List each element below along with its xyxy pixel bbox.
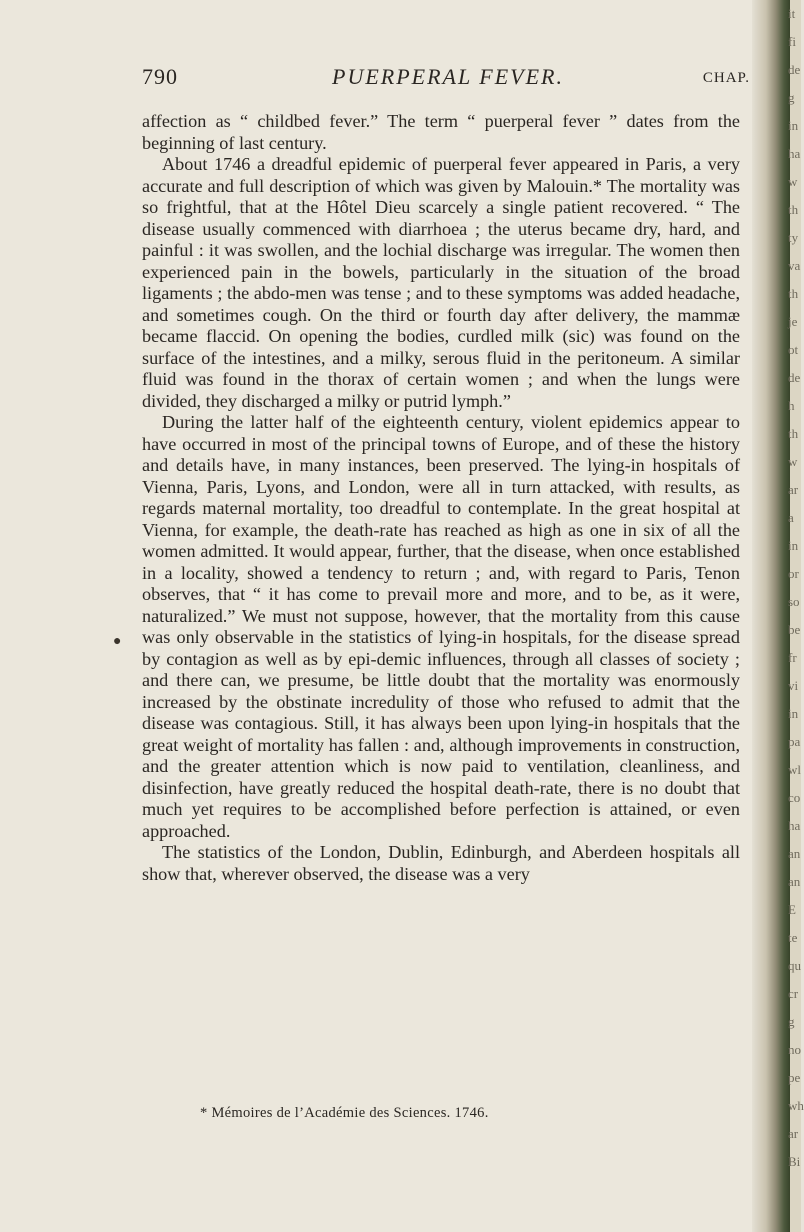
footnote: * Mémoires de l’Académie des Sciences. 1746. — [200, 1105, 489, 1121]
next-page-fragment: co — [788, 790, 801, 805]
next-page-fragment: E — [788, 902, 796, 917]
paragraph: During the latter half of the eighteenth century, violent epidemics appear to have occurred in most of the principal towns of Europe, and of these the history and details have, in many instances, been preserved. The lying-in hospitals of Vienna, Paris, Lyons, and London, were all in turn attacked, with results, as regards maternal mortality, too dreadful to contemplate. In the great hospital at Vienna, for example, the death-rate has reached as high as one in six of all the women admitted. It would appear, further, that the disease, when once established in a locality, showed a tendency to return ; and, with regard to Paris, Tenon observes, that “ it has come to prevail more and more, and to be, as it were, naturalized.” We must not suppose, however, that the mortality from this cause was only observable in the statistics of lying-in hospitals, for the disease spread by contagion as well as by epi-demic influences, through all classes of society ; and there can, we presume, be little doubt that the mortality was enormously increased by the obstinate incredulity of those who refused to admit that the disease was contagious. Still, it has always been upon lying-in hospitals that the great weight of mortality has fallen : and, although improvements in construction, and the greater attention which is now paid to ventilation, cleanliness, and disinfection, have greatly reduced the hospital death-rate, there is no doubt that much yet requires to be accomplished before perfection is attained, or even approached. — [142, 412, 740, 841]
next-page-fragment: ar — [788, 482, 799, 497]
next-page-fragment: th — [788, 426, 799, 441]
chapter-label: CHAP. — [702, 70, 750, 86]
next-page-fragment: no — [788, 1042, 801, 1057]
margin-mark: ● — [113, 634, 122, 649]
body-text — [142, 111, 740, 885]
next-page-fragment: h — [788, 398, 795, 413]
next-page-fragment: vi — [788, 678, 799, 693]
next-page-fragment: fi — [788, 34, 796, 49]
next-page-fragment: an — [788, 846, 801, 861]
next-page-fragment: an — [788, 874, 801, 889]
next-page-fragment: de — [788, 62, 801, 77]
next-page-fragment: wh — [788, 1098, 804, 1113]
next-page-fragment: so — [788, 594, 800, 609]
next-page-fragment: ar — [788, 1126, 799, 1141]
next-page-fragment: cr — [788, 986, 799, 1001]
next-page-fragment: w — [788, 454, 798, 469]
book-gutter — [752, 0, 792, 1232]
next-page-fragment: in — [788, 118, 799, 133]
paragraph: About 1746 a dreadful epidemic of puerperal fever appeared in Paris, a very accurate and full description of which was given by Malouin.* The mortality was so frightful, that at the Hôtel Dieu scarcely a single patient recovered. “ The disease usually commenced with diarrhoea ; the uterus became dry, hard, and painful : it was swollen, and the lochial discharge was irregular. The women then experienced pain in the bowels, particularly in the situation of the broad ligaments ; the abdo-men was tense ; and to these symptoms was added headache, and sometimes cough. On the third or fourth day after delivery, the mammæ became flaccid. On opening the bodies, curdled milk (sic) was found on the surface of the intestines, and a milky, serous fluid in the peritoneum. A similar fluid was found in the thorax of certain women ; and when the lungs were divided, they discharged a milky or putrid lymph.” — [142, 154, 740, 411]
next-page-fragment: ha — [788, 818, 801, 833]
running-title: PUERPERAL FEVER. — [332, 64, 564, 89]
next-page-fragment: th — [788, 202, 799, 217]
next-page-fragment: ha — [788, 146, 801, 161]
next-page-fragment: g — [788, 1014, 795, 1029]
next-page-fragment: va — [788, 258, 801, 273]
next-page-fragment: ot — [788, 342, 799, 357]
next-page-fragment: pa — [788, 734, 801, 749]
next-page-fragment: in — [788, 706, 799, 721]
next-page-fragment: je — [788, 314, 798, 329]
page-header — [142, 64, 754, 94]
next-page-fragment: a — [788, 510, 794, 525]
paragraph: affection as “ childbed fever.” The term “ puerperal fever ” dates from the beginning of last century. — [142, 111, 740, 153]
paragraph: The statistics of the London, Dublin, Edinburgh, and Aberdeen hospitals all show that, wherever observed, the disease was a very — [142, 842, 740, 884]
page-number: 790 — [142, 64, 178, 89]
next-page-fragment: in — [788, 538, 799, 553]
next-page-fragment: w — [788, 174, 798, 189]
next-page-fragment: qu — [788, 958, 801, 973]
next-page-fragment: be — [788, 622, 801, 637]
next-page-fragment: te — [788, 930, 798, 945]
next-page-fragment: it — [788, 6, 796, 21]
next-page-fragment: ty — [788, 230, 799, 245]
next-page-fragment: pe — [788, 1070, 801, 1085]
next-page-fragment: g — [788, 90, 795, 105]
next-page-fragment: wl — [788, 762, 801, 777]
next-page-edge — [788, 0, 804, 1232]
next-page-fragment: de — [788, 370, 801, 385]
next-page-fragment: fr — [788, 650, 797, 665]
next-page-fragment: or — [788, 566, 799, 581]
next-page-fragment: th — [788, 286, 799, 301]
next-page-fragment: Bi — [788, 1154, 801, 1169]
